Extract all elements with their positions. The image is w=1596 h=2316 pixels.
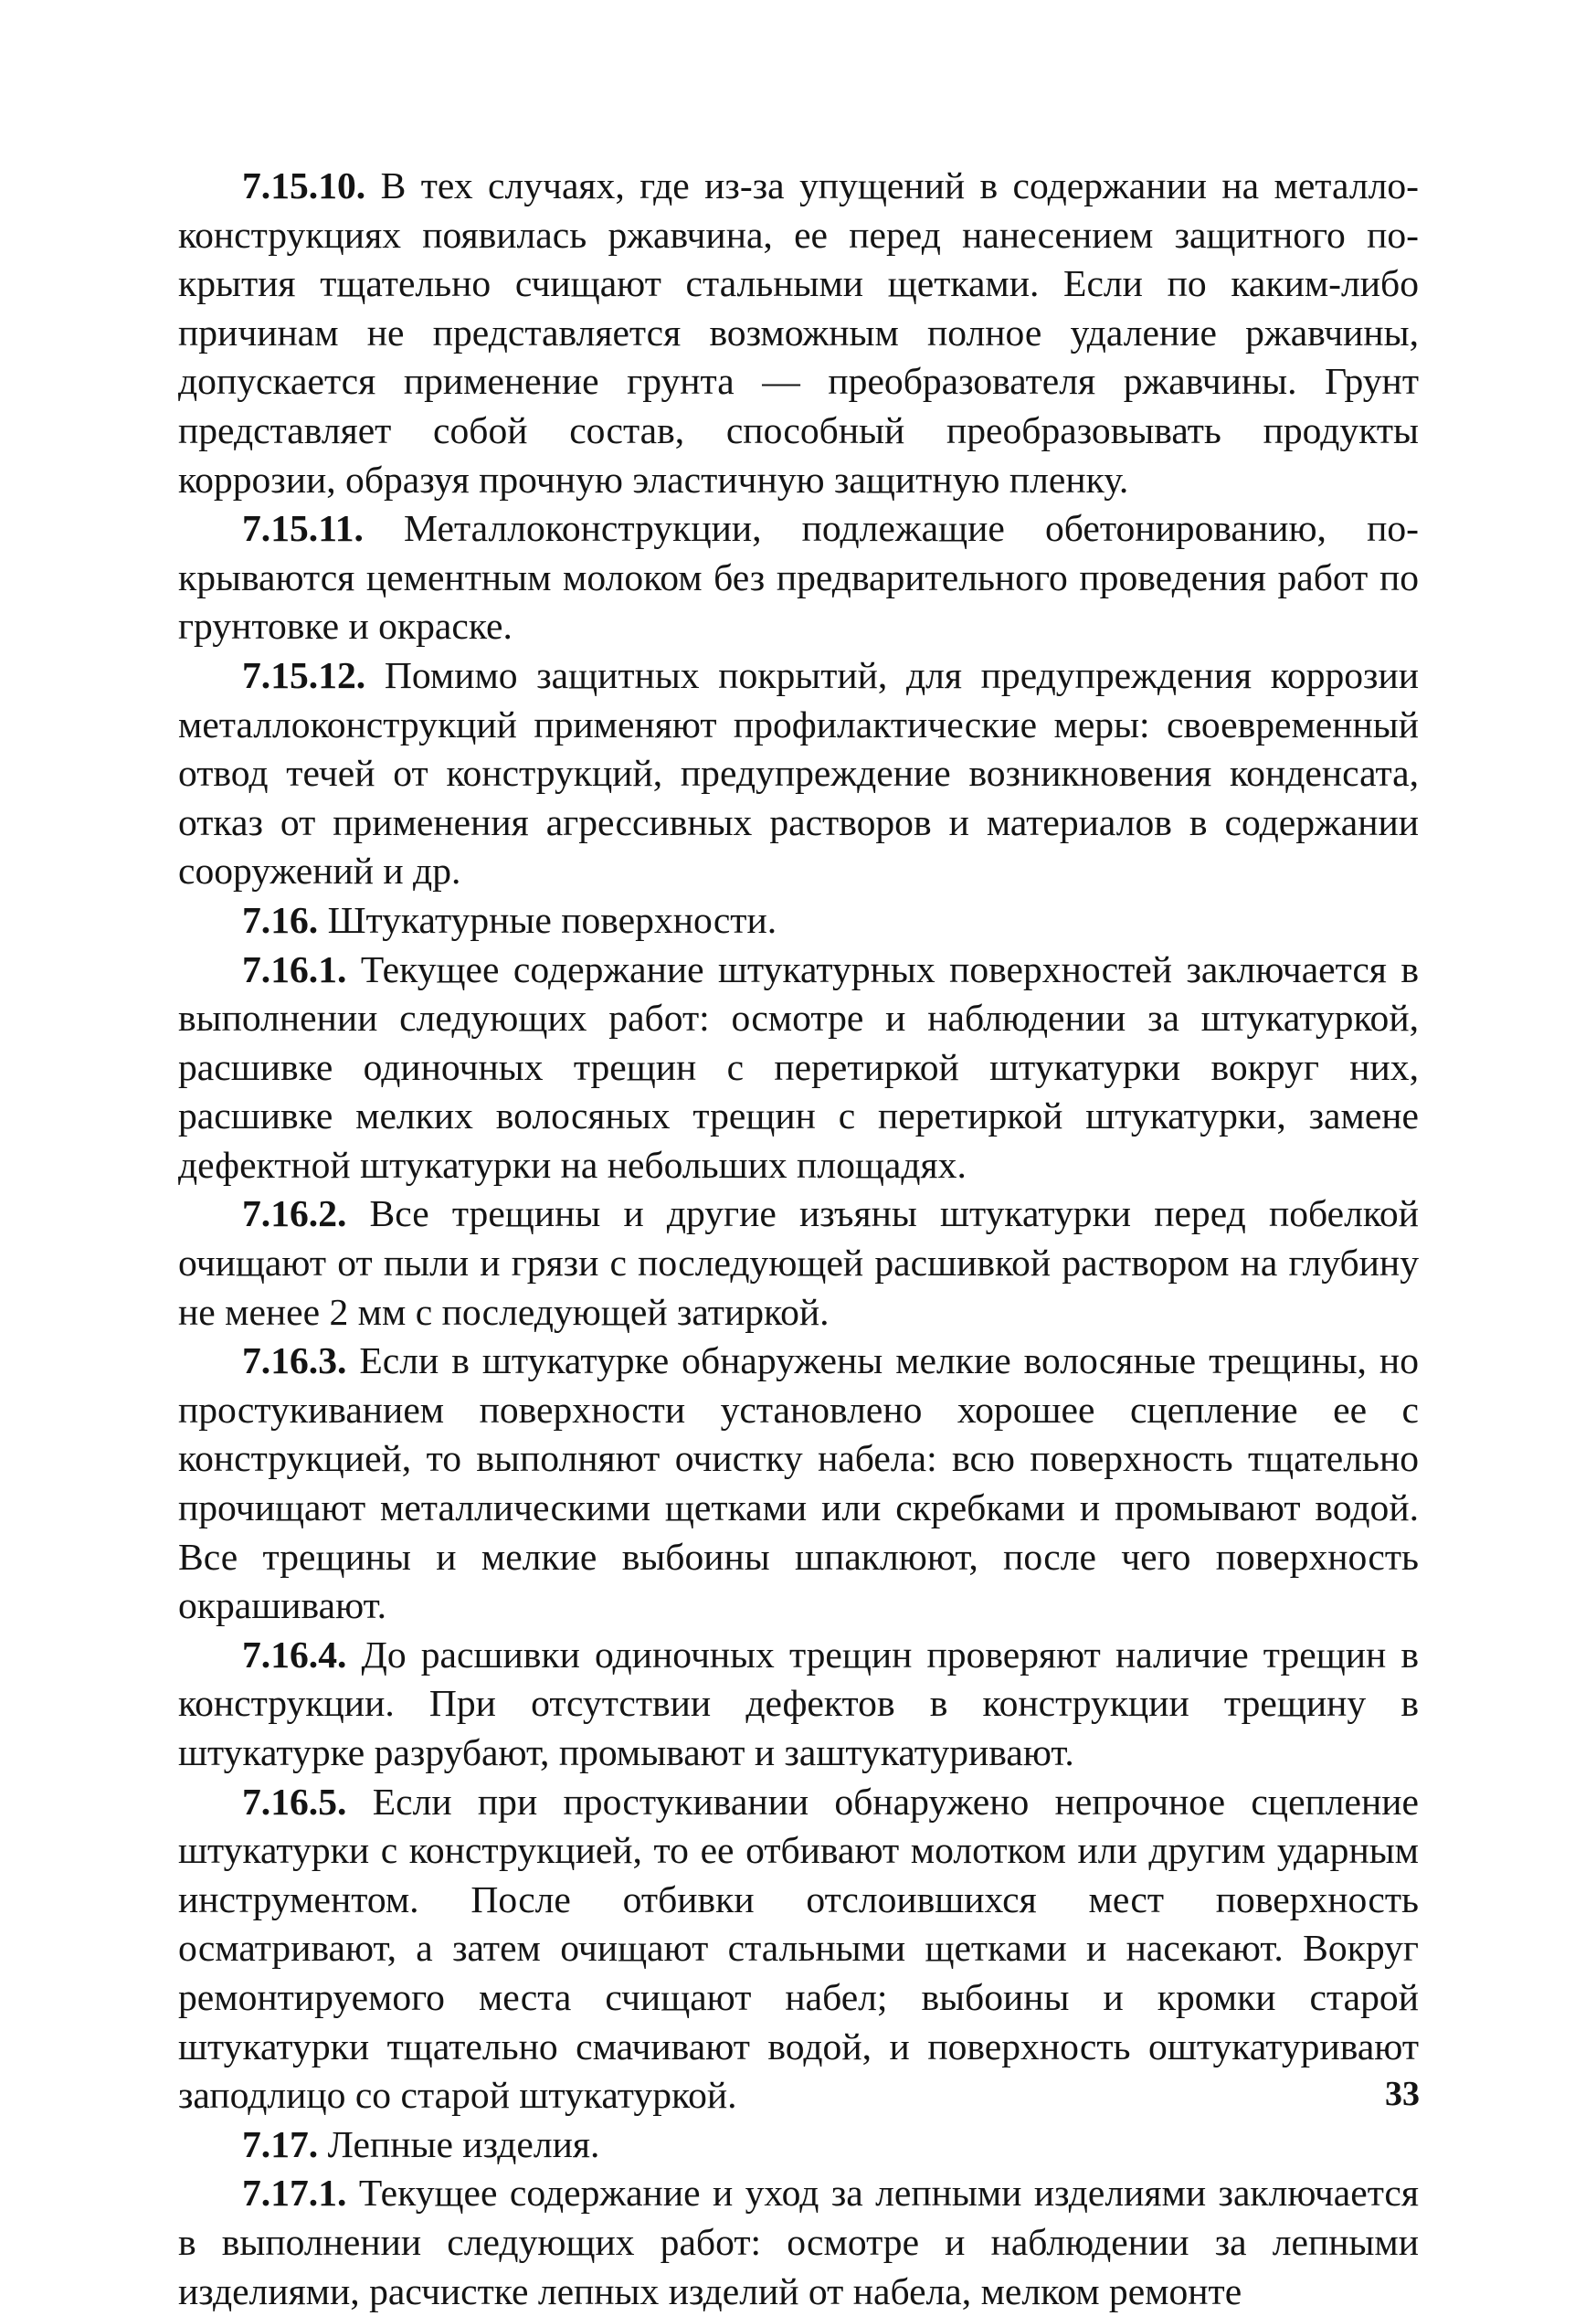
section-number: 7.15.12. (242, 653, 366, 696)
section-heading-text: Штукатурные поверхности. (327, 898, 777, 941)
paragraph-7-16-5 (178, 1778, 1419, 2120)
section-heading-text: Лепные изделия. (327, 2122, 600, 2165)
paragraph-text: Текущее содержание и уход за лепными изделиями заключается в выполнении следующих работ: осмотре и наблюдении за лепными изделиями, расчистке лепных изделий от набела, мелком ремонте (178, 2172, 1419, 2312)
page-number: 33 (1385, 2075, 1420, 2113)
paragraph-text: Если в штукатурке обнаружены мелкие волосяные трещины, но простукиванием поверхности установлено хорошее сцепление ее с конструкцией, то выполняют очистку набела: всю поверхность тщательно прочищают металлическими щетками или скребками и промывают водой. Все трещины и мелкие выбоины шпаклюют, после чего поверхность окрашивают. (178, 1339, 1419, 1627)
section-number: 7.17. (242, 2122, 319, 2165)
paragraph-7-16-4 (178, 1631, 1419, 1778)
section-number: 7.16.4. (242, 1633, 347, 1676)
paragraph-text: Текущее содержание штукатурных поверхностей заключается в выполнении следующих работ: осмотре и наблюдении за штукатуркой, расшивке одиночных трещин с перетиркой штукатурки вокруг них, расшивке мелких волосяных трещин с перетиркой штукатурки, замене дефектной штукатурки на небольших площадях. (178, 947, 1419, 1186)
section-number: 7.16.1. (242, 947, 347, 990)
section-number: 7.15.11. (242, 507, 364, 550)
section-number: 7.16. (242, 898, 319, 941)
paragraph-text: Если при простукивании обнаружено непрочное сцепление штукатурки с конструкцией, то ее отбивают молотком или другим ударным инструментом. После отбивки отслоившихся мест поверхность осматривают, а затем очищают стальными щетками и насекают. Вокруг ремонтируемого места счищают набел; выбоины и кромки старой штукатурки тщательно смачивают водой, и поверхность оштукатуривают заподлицо со старой штукатуркой. (178, 1780, 1419, 2117)
section-heading-7-16 (178, 896, 1419, 946)
paragraph-7-16-2 (178, 1190, 1419, 1337)
section-number: 7.16.2. (242, 1192, 347, 1235)
paragraph-text: Металлоконструкции, подлежащие обетонированию, покрываются цементным молоком без предварительного проведения работ по грунтовке и окраске. (178, 507, 1419, 648)
section-number: 7.16.5. (242, 1780, 347, 1823)
paragraph-text: Помимо защитных покрытий, для предупреждения коррозии металлоконструкций применяют профилактические меры: своевременный отвод течей от конструкций, предупреждение возникновения конденсата, отказ от применения агрессивных растворов и материалов в содержании сооружений и др. (178, 653, 1419, 893)
paragraph-7-15-10 (178, 162, 1419, 504)
section-heading-7-17 (178, 2120, 1419, 2170)
paragraph-text: Все трещины и другие изъяны штукатурки перед побелкой очищают от пыли и грязи с последующей расшивкой раствором на глубину не менее 2 мм с последующей затиркой. (178, 1192, 1419, 1333)
paragraph-7-15-11 (178, 504, 1419, 651)
section-number: 7.15.10. (242, 164, 366, 206)
paragraph-7-16-1 (178, 946, 1419, 1190)
section-number: 7.16.3. (242, 1339, 347, 1382)
paragraph-7-15-12 (178, 651, 1419, 896)
paragraph-7-17-1 (178, 2169, 1419, 2316)
paragraph-7-16-3 (178, 1337, 1419, 1631)
paragraph-text: До расшивки одиночных трещин проверяют наличие трещин в конструкции. При отсутствии дефектов в конструкции трещину в штукатурке разрубают, промывают и заштукатуривают. (178, 1633, 1419, 1773)
section-number: 7.17.1. (242, 2172, 347, 2215)
page-body (178, 162, 1419, 2316)
paragraph-text: В тех случаях, где из-за упущений в содержании на металлоконструкциях появилась ржавчина, ее перед нанесением защитного покрытия тщательно счищают стальными щетками. Если по каким-либо причинам не представляется возможным полное удаление ржавчины, допускается применение грунта — преобразователя ржавчины. Грунт представляет собой состав, способный преобразовывать продукты коррозии, образуя прочную эластичную защитную пленку. (178, 164, 1419, 501)
